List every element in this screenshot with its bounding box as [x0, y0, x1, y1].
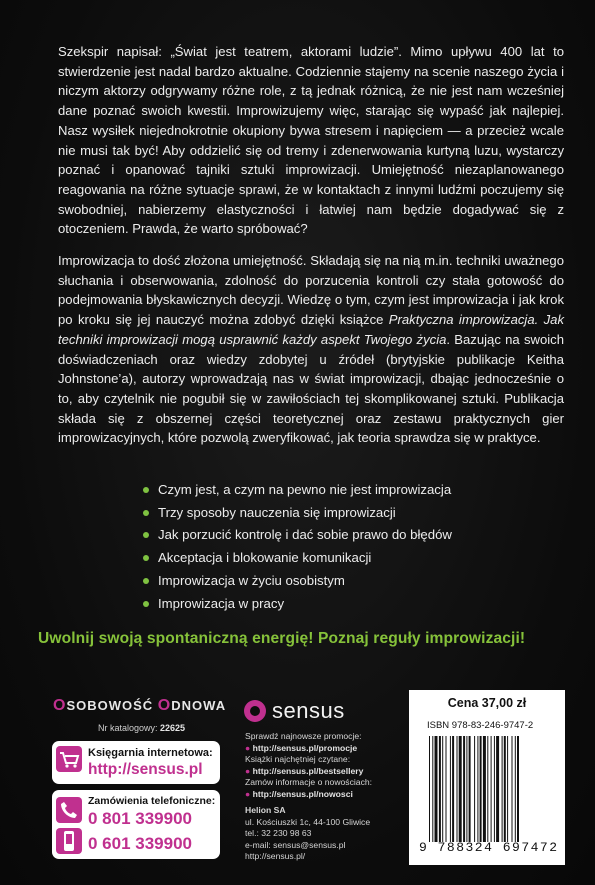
mobile-phone-icon — [56, 828, 82, 854]
paragraph-2 — [58, 251, 564, 448]
topics-list — [143, 479, 543, 615]
price-barcode-box — [409, 690, 565, 865]
phone-label: Zamówienia telefoniczne: — [88, 795, 216, 807]
publisher-logo: sensus — [244, 698, 345, 724]
book-title: Praktyczna improwizacja. Jak techniki improwizacji mogą usprawnić każdy aspekt Twojego życia — [58, 312, 564, 347]
phone-orders-badge — [52, 790, 220, 859]
list-item: Trzy sposoby nauczenia się improwizacji — [143, 502, 543, 525]
phone-number-1[interactable]: 0 801 339900 — [88, 809, 192, 828]
list-item: Akceptacja i blokowanie komunikacji — [143, 547, 543, 570]
news-link[interactable]: ● http://sensus.pl/nowosci — [245, 789, 395, 801]
slogan: Uwolnij swoją spontaniczną energię! Poznaj reguły improwizacji! — [38, 630, 526, 647]
phone-number-2[interactable]: 0 601 339900 — [88, 834, 192, 853]
series-logo: OSOBOWOŚĆ ODNOWA — [53, 697, 227, 714]
list-item: Improwizacja w życiu osobistym — [143, 570, 543, 593]
catalog-number: Nr katalogowy: 22625 — [98, 723, 186, 733]
paragraph-1: Szekspir napisał: „Świat jest teatrem, aktorami ludzie”. Mimo upływu 400 lat to stwierdzenie jest nadal bardzo aktualne. Codziennie stajemy na scenie naszego życia i niczym aktorzy odgrywamy różne role, z tą jednak różnicą, że nie jest nam wcześniej dane poznać swoich kwestii. Improwizujemy więc, starając się wypaść jak najlepiej. Nasz wysiłek niejednokrotnie okupiony bywa stresem i napięciem — a przecież wcale nie musi tak być! Aby oddzielić się od tremy i zdenerwowania kurtyną luzu, wystarczy poznać i opanować tajniki sztuki improwizacji. Umiejętność niezaplanowanego reagowania na różne sytuacje sprawi, że w kontaktach z innymi ludźmi poczujemy się swobodniej, nabierzemy elastyczności i łatwiej nam będzie dogadywać się z otoczeniem. Prawda, że warto spróbować? — [58, 44, 564, 237]
shopping-cart-icon — [56, 746, 82, 772]
phone-icon — [56, 797, 82, 823]
price: Cena 37,00 zł — [447, 696, 527, 710]
barcode — [429, 736, 549, 842]
list-item: Czym jest, a czym na pewno nie jest improwizacja — [143, 479, 543, 502]
list-item: Jak porzucić kontrolę i dać sobie prawo do błędów — [143, 524, 543, 547]
isbn: ISBN 978-83-246-9747-2 — [427, 720, 534, 731]
paragraph-2-end: . Bazując na swoich doświadczeniach oraz wiedzy zdobytej u źródeł (brytyjskie publikacje Keitha Johnstone’a), autorzy wprowadzają nas w świat improwizacji, dbając jednocześnie o to, aby czytelnik nie pogubił się w zawiłościach tej skomplikowanej sztuki. Publikacja składa się z obszernej części teoretycznej oraz zestawu praktycznych gier improwizacyjnych, które pozwolą zweryfikować, jak teoria sprawdza się w praktyce. — [58, 331, 564, 446]
shop-url[interactable]: http://sensus.pl — [88, 761, 203, 778]
description — [58, 42, 564, 460]
promo-link[interactable]: ● http://sensus.pl/promocje — [245, 743, 395, 755]
publisher-address: Helion SA ul. Kościuszki 1c, 44-100 Gliwice tel.: 32 230 98 63 e-mail: sensus@sensus.pl http://sensus.pl/ — [245, 805, 371, 862]
ean-digits: 9 788324 697472 — [419, 840, 559, 855]
list-item: Improwizacja w pracy — [143, 593, 543, 616]
shop-label: Księgarnia internetowa: — [88, 747, 213, 759]
online-shop-badge[interactable] — [52, 741, 220, 784]
paragraph-2-start: Improwizacja to dość złożona umiejętność. Składają się na nią m.in. techniki uważnego słuchania i obserwowania, zdolność do porzucenia kontroli czy stała gotowość do podejmowania błyskawicznych decyzji. Wiedzę o tym, czym jest improwizacja i jak krok po kroku się jej nauczyć można zdobyć dzięki książce — [58, 253, 564, 328]
bestsellers-link[interactable]: ● http://sensus.pl/bestsellery — [245, 766, 395, 778]
sensus-logo-icon — [244, 700, 266, 722]
publisher-info: Sprawdź najnowsze promocje: ● http://sensus.pl/promocje Książki najchętniej czytane: ● http://sensus.pl/bestsellery Zamów informacje o nowościach: ● http://sensus.pl/nowosci — [245, 731, 395, 801]
